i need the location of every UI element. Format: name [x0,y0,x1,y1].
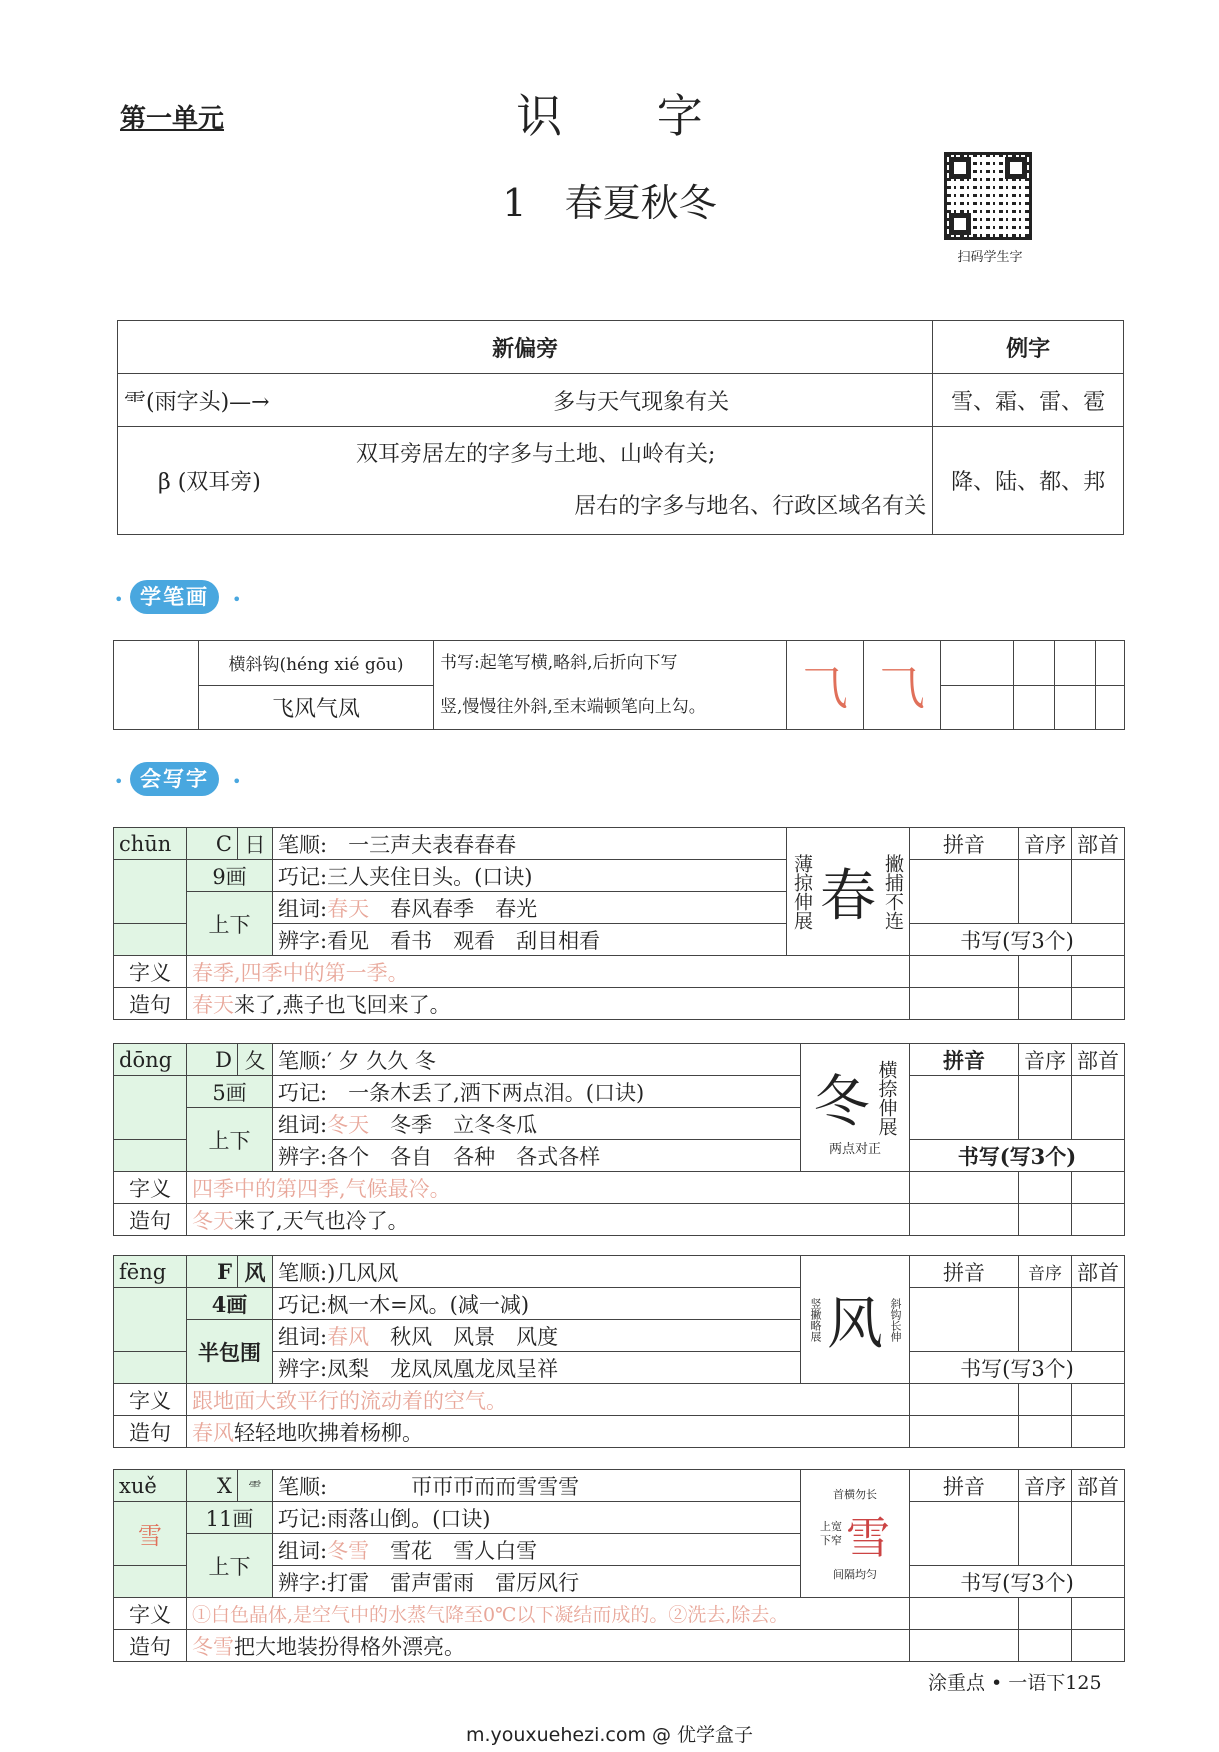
sentence-word: 春天 [192,992,234,1017]
char-sample [801,1470,910,1598]
tip-left: 薄掠伸展 [791,853,813,930]
stroke-desc-line2: 竖,慢慢往外斜,至末端顿笔向上勾。 [440,697,706,717]
stroke-table [113,640,1125,730]
char-index: D [187,1044,238,1076]
radical-table [117,320,1124,535]
col-writing: 书写(写3个) [910,924,1125,956]
words-label: 组词: [278,1324,328,1349]
char-strokes: 5画 [187,1076,273,1108]
char-big: 雪 [114,1502,187,1566]
char-index: F [187,1256,238,1288]
sentence-rest: 把大地装扮得格外漂亮。 [234,1634,465,1659]
char-pinyin: xuě [114,1470,187,1502]
word-highlight: 冬雪 [327,1538,370,1563]
char-strokes: 4画 [187,1288,273,1320]
col-index: 音序 [1019,828,1072,860]
stroke-name: 横斜钩(héng xié gōu) [199,641,434,686]
sentence-label: 造句 [114,988,187,1020]
char-radical: 夂 [238,1044,273,1076]
radical-name: ⻗(雨字头)—→ [118,374,351,427]
qr-code[interactable] [944,152,1032,240]
section-strokes-label: 学笔画 [130,580,219,614]
char-card [113,827,1125,1020]
meaning-label: 字义 [114,1598,187,1630]
radical-examples: 降、陆、都、邦 [933,427,1124,535]
tip-right: 横捺伸展 [875,1060,898,1136]
char-structure: 上下 [187,892,273,956]
sentence-rest: 来了,燕子也飞回来了。 [234,992,451,1017]
char-meaning: 四季中的第四季,气候最冷。 [187,1172,910,1204]
tip-top: 首横勿长 [833,1487,877,1501]
char-sample [801,1044,910,1172]
sentence-rest: 来了,天气也冷了。 [234,1208,409,1233]
word-highlight: 冬天 [327,1112,370,1137]
stroke-chars: 飞风气凤 [199,685,434,730]
tip-caption: 两点对正 [828,1142,881,1157]
col-radical: 部首 [1072,1470,1125,1502]
char-tip: 巧记:雨落山倒。(口诀) [273,1502,801,1534]
words-rest: 春风春季 春光 [390,896,538,921]
char-card [113,1043,1125,1236]
words-label: 组词: [278,1112,328,1137]
char-distinguish: 辨字:凤梨 龙凤凤凰龙凤呈祥 [273,1352,801,1384]
radical-meaning: 多与天气现象有关 [350,374,933,427]
col-writing: 书写(写3个) [910,1352,1125,1384]
char-pinyin: dōng [114,1044,187,1076]
col-writing: 书写(写3个) [910,1566,1125,1598]
char-glyph: 风 [827,1291,883,1357]
radical-examples: 雪、霜、雷、雹 [933,374,1124,427]
char-index: X [187,1470,238,1502]
char-distinguish: 辨字:看见 看书 观看 刮目相看 [273,924,787,956]
char-order: 笔顺:)几风风 [273,1256,801,1288]
page-footer: 涂重点 • 一语下125 [928,1672,1102,1694]
section-dots: • [114,772,126,791]
tip-right: 斜钩长伸 [889,1297,902,1342]
char-pinyin: fēng [114,1256,187,1288]
char-card [113,1469,1125,1662]
stroke-sample: ⺄ [864,641,941,730]
col-radical: 部首 [1072,1044,1125,1076]
char-glyph: 冬 [813,1070,870,1135]
unit-label: 第一单元 [120,104,225,134]
char-glyph: 雪 [846,1512,890,1564]
char-meaning: 跟地面大致平行的流动着的空气。 [187,1384,910,1416]
site-footer: m.youxuehezi.com @ 优学盒子 [465,1724,754,1746]
tip-a: 上宽 [820,1519,842,1533]
meaning-label: 字义 [114,956,187,988]
word-highlight: 春天 [327,896,370,921]
word-highlight: 春风 [327,1324,370,1349]
col-pinyin: 拼音 [910,1470,1019,1502]
words-rest: 雪花 雪人白雪 [390,1538,538,1563]
char-glyph: 春 [820,863,876,929]
sentence-word: 春风 [192,1420,234,1445]
char-structure: 上下 [187,1108,273,1172]
col-index: 音序 [1019,1256,1072,1288]
sentence-rest: 轻轻地吹拂着杨柳。 [234,1420,423,1445]
words-label: 组词: [278,1538,328,1563]
radical-meaning-line2: 居右的字多与地名、行政区域名有关 [574,493,927,519]
words-rest: 冬季 立冬冬瓜 [390,1112,538,1137]
words-label: 组词: [278,896,328,921]
char-index: C [187,828,238,860]
char-tip: 巧记:三人夹住日头。(口诀) [273,860,787,892]
char-sample [787,828,910,956]
section-dots: • [114,590,126,609]
tip-left: 竖撇略展 [809,1297,822,1342]
radical-name: β (双耳旁) [118,427,351,535]
char-structure: 半包围 [187,1320,273,1384]
section-dots: • [232,772,244,791]
char-radical: 风 [238,1256,273,1288]
col-pinyin: 拼音 [910,1256,1019,1288]
lesson-title: 1 春夏秋冬 [502,181,717,225]
col-pinyin: 拼音 [910,1044,1019,1076]
sentence-label: 造句 [114,1630,187,1662]
char-strokes: 9画 [187,860,273,892]
qr-caption: 扫码学生字 [957,250,1023,265]
char-strokes: 11画 [187,1502,273,1534]
char-order: 笔顺: 一三声夫表春春春 [273,828,787,860]
col-radical: 部首 [1072,828,1125,860]
col-index: 音序 [1019,1044,1072,1076]
char-sample [801,1256,910,1384]
sentence-label: 造句 [114,1204,187,1236]
char-tip: 巧记:枫一木=风。(减一减) [273,1288,801,1320]
col-pinyin: 拼音 [910,828,1019,860]
char-distinguish: 辨字:打雷 雷声雷雨 雷厉风行 [273,1566,801,1598]
char-card [113,1255,1125,1448]
sentence-label: 造句 [114,1416,187,1448]
sentence-word: 冬天 [192,1208,234,1233]
col-writing: 书写(写3个) [910,1140,1125,1172]
example-header: 例字 [933,321,1124,374]
col-index: 音序 [1019,1470,1072,1502]
section-write-label: 会写字 [130,762,219,796]
meaning-label: 字义 [114,1384,187,1416]
tip-caption: 间隔均匀 [833,1567,877,1581]
char-radical: 日 [238,828,273,860]
meaning-label: 字义 [114,1172,187,1204]
stroke-desc-line1: 书写:起笔写横,略斜,后折向下写 [440,653,678,673]
tip-right: 撇捕不连 [882,853,904,930]
char-distinguish: 辨字:各个 各自 各种 各式各样 [273,1140,801,1172]
radical-header: 新偏旁 [118,321,933,374]
char-order: 笔顺: 帀帀帀而而雪雪雪 [273,1470,801,1502]
col-radical: 部首 [1072,1256,1125,1288]
char-meaning: 春季,四季中的第一季。 [187,956,910,988]
tip-b: 下窄 [820,1533,842,1547]
sentence-word: 冬雪 [192,1634,234,1659]
char-structure: 上下 [187,1534,273,1598]
char-order: 笔顺:′ 夕 久久 冬 [273,1044,801,1076]
radical-meaning-line1: 双耳旁居左的字多与土地、山岭有关; [356,441,716,467]
words-rest: 秋风 风景 风度 [390,1324,559,1349]
char-radical: ⻗ [238,1470,273,1502]
section-dots: • [232,590,244,609]
char-meaning: ①白色晶体,是空气中的水蒸气降至0℃以下凝结而成的。②洗去,除去。 [187,1598,910,1630]
stroke-sample: ⺄ [787,641,864,730]
char-tip: 巧记: 一条木丢了,洒下两点泪。(口诀) [273,1076,801,1108]
char-pinyin: chūn [114,828,187,860]
page-title: 识 字 [516,89,743,143]
